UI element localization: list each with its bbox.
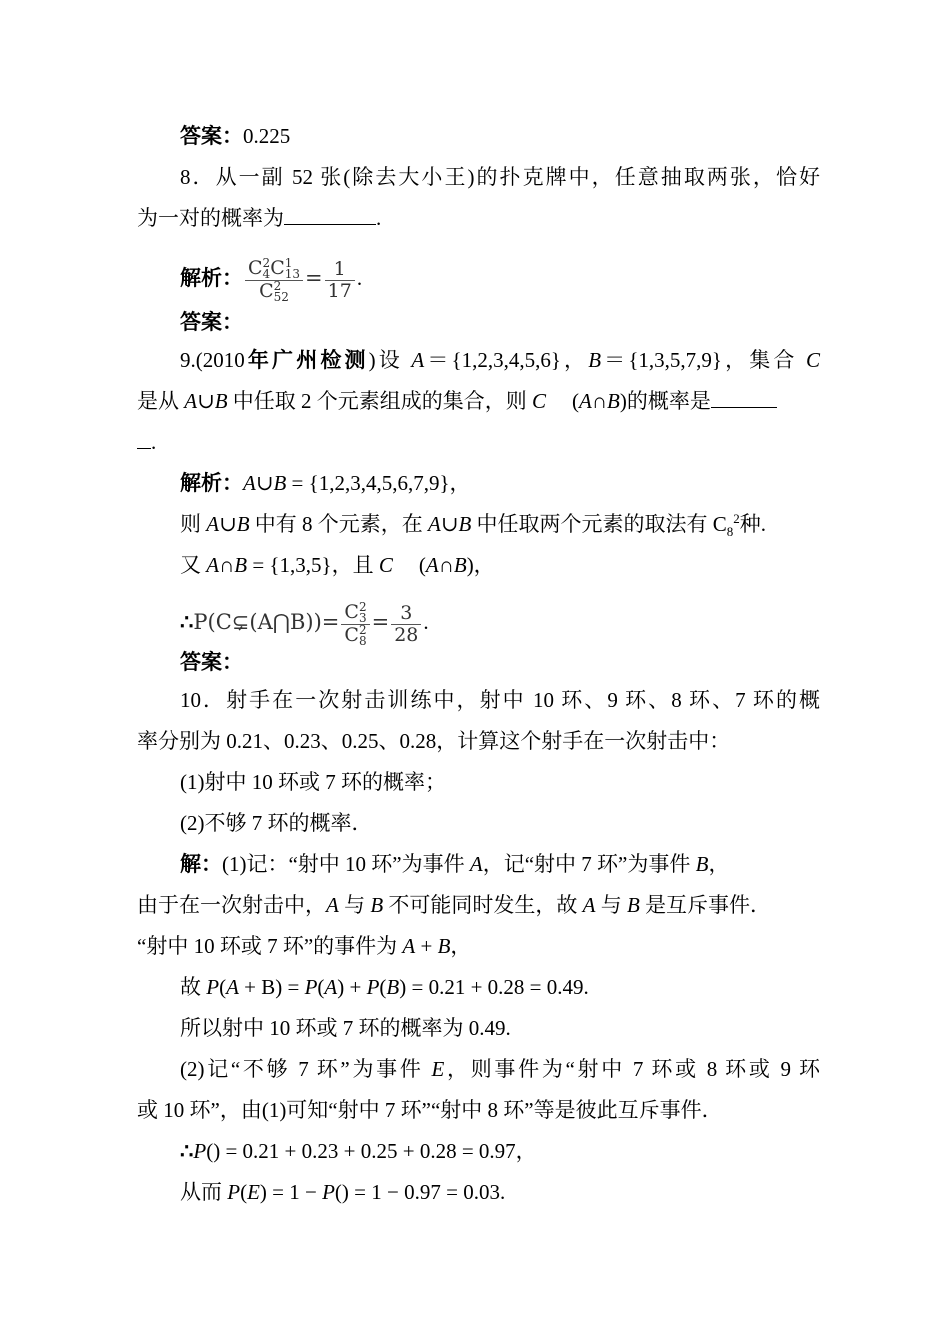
question-10-solution-9: 从而 P(E) = 1 − P() = 1 − 0.97 = 0.03. <box>180 1180 506 1204</box>
question-10-solution-4: 故 P(A + B) = P(A) + P(B) = 0.21 + 0.28 = 0.49. <box>180 975 589 999</box>
answer-value: 0.225 <box>243 124 291 148</box>
question-10-item-1: (1)射中 10 环或 7 环的概率； <box>180 770 446 794</box>
question-8-line-2: 为一对的概率为 . <box>137 198 817 238</box>
answer-9: 答案： <box>180 650 243 674</box>
question-9-solution-3: 又 A∩B = {1,3,5}，且 C (A∩B)， <box>180 553 495 577</box>
question-8-solution: 解析： C 2 4 C 1 13 C 2 52 = $\frac{1}{17}$ . <box>180 255 363 304</box>
answer-7 <box>180 116 820 156</box>
question-10-solution-3: “射中 10 环或 7 环”的事件为 A + B， <box>137 934 472 958</box>
question-8-line-1: 8．从一副 52 张(除去大小王)的扑克牌中，任意抽取两张，恰好 <box>180 165 820 189</box>
answer-label: 答案： <box>180 124 243 148</box>
question-10-item-2: (2)不够 7 环的概率． <box>180 811 373 835</box>
question-9-line-1: 9.(2010年广州检测)设 A＝{1,2,3,4,5,6}，B＝{1,3,5,7,9}，集合 C <box>180 348 821 372</box>
question-9-line-2: 是从 A∪B 中任取 2 个元素组成的集合，则 C (A∩B)的概率是 <box>137 381 817 421</box>
question-10-solution-2: 由于在一次射击中，A 与 B 不可能同时发生，故 A 与 B 是互斥事件． <box>137 893 772 917</box>
question-10-solution-8: ∴P() = 0.21 + 0.23 + 0.25 + 0.28 = 0.97， <box>180 1139 537 1163</box>
answer-8: 答案： <box>180 310 243 334</box>
question-10-line-2: 率分别为 0.21、0.23、0.25、0.28，计算这个射手在一次射击中： <box>137 729 731 753</box>
question-10-solution-1: 解：(1)记：“射中 10 环”为事件 A，记“射中 7 环”为事件 B， <box>180 852 730 876</box>
question-9-solution-2: 则 A∪B 中有 8 个元素，在 A∪B 中任取两个元素的取法有 $C_8^2$种. <box>180 511 767 540</box>
fraction-result: $\frac{1}{17}$ <box>325 259 355 302</box>
question-9-solution-1: 解析：A∪B = {1,2,3,4,5,6,7,9}， <box>180 471 471 495</box>
question-10-solution-6: (2)记“不够 7 环”为事件 E，则事件为“射中 7 环或 8 环或 9 环 <box>180 1057 820 1081</box>
answer-blank <box>711 385 777 408</box>
question-10-solution-5: 所以射中 10 环或 7 环的概率为 0.49. <box>180 1016 511 1040</box>
solution-label: 解析： <box>180 266 243 290</box>
answer-blank <box>284 202 376 225</box>
fraction-result: $\frac{3}{28}$ <box>391 603 421 646</box>
question-9-line-3: . <box>137 422 817 462</box>
fraction-combination: C 2 4 C 1 13 C 2 52 <box>245 258 303 303</box>
question-10-line-1: 10．射手在一次射击训练中，射中 10 环、9 环、8 环、7 环的概 <box>180 688 820 712</box>
question-9-formula: ∴P(C⊊(A⋂B))= C 2 3 C 2 8 = $\frac{3}{28}$ . <box>180 599 429 648</box>
question-10-solution-7: 或 10 环”，由(1)可知“射中 7 环”“射中 8 环”等是彼此互斥事件． <box>137 1098 723 1122</box>
fraction-combination: C 2 3 C 2 8 <box>341 602 369 647</box>
